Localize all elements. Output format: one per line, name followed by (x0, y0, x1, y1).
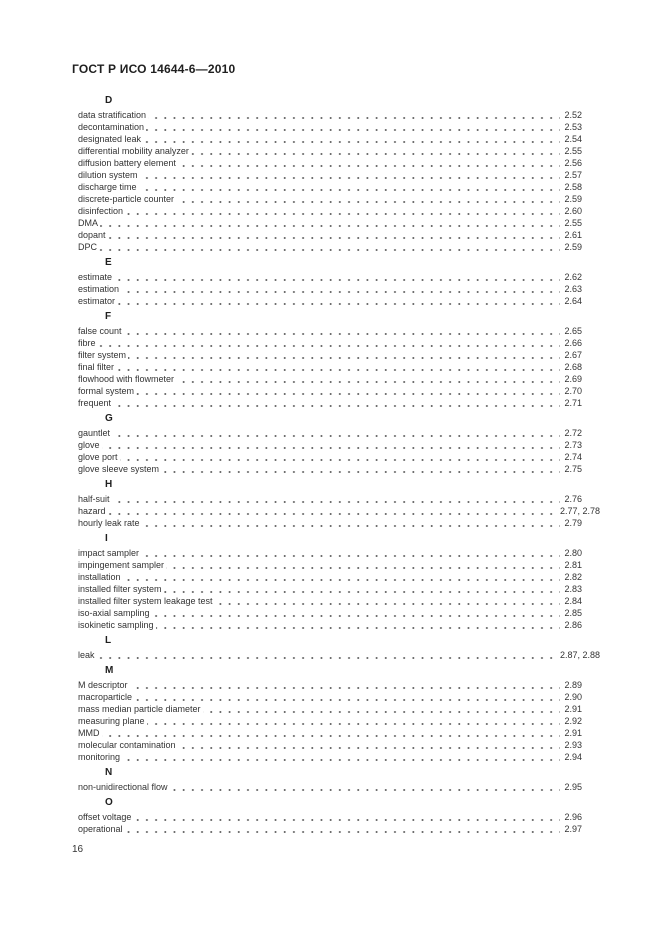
index-section (78, 533, 600, 631)
index-entry (78, 691, 582, 703)
entry-ref: 2.68 (560, 361, 582, 373)
entry-ref: 2.58 (560, 181, 582, 193)
entry-ref: 2.89 (560, 679, 582, 691)
entry-ref: 2.60 (560, 205, 582, 217)
entry-term: molecular contamination (78, 740, 176, 750)
entry-ref: 2.74 (560, 451, 582, 463)
entry-term: impingement sampler (78, 560, 165, 570)
entry-ref: 2.71 (560, 397, 582, 409)
entry-ref: 2.61 (560, 229, 582, 241)
entry-term: installed filter system leakage test (78, 596, 213, 606)
entry-ref: 2.66 (560, 337, 582, 349)
section-letter: H (105, 479, 113, 490)
entry-ref: 2.55 (560, 145, 582, 157)
entry-ref: 2.76 (560, 493, 582, 505)
index-entry (78, 427, 582, 439)
entry-term: MMD (78, 728, 100, 738)
entry-term: monitoring (78, 752, 121, 762)
index-list (78, 91, 600, 835)
index-entry (78, 679, 582, 691)
index-entry (78, 283, 582, 295)
entry-ref: 2.69 (560, 373, 582, 385)
index-entry (78, 751, 582, 763)
entry-term: measuring plane (78, 716, 145, 726)
index-section (78, 767, 600, 793)
section-letter: E (105, 257, 112, 268)
entry-ref: 2.73 (560, 439, 582, 451)
entry-term: discrete-particle counter (78, 194, 175, 204)
entry-ref: 2.81 (560, 559, 582, 571)
entry-term: half-suit (78, 494, 110, 504)
entry-ref: 2.65 (560, 325, 582, 337)
index-entry (78, 781, 582, 793)
entry-ref: 2.83 (560, 583, 582, 595)
entry-ref: 2.54 (560, 133, 582, 145)
entry-ref: 2.96 (560, 811, 582, 823)
section-letter: N (105, 767, 113, 778)
entry-ref: 2.92 (560, 715, 582, 727)
entry-term: estimator (78, 296, 116, 306)
index-section (78, 257, 600, 307)
entry-ref: 2.56 (560, 157, 582, 169)
index-entry (78, 607, 582, 619)
section-letter: M (105, 665, 114, 676)
section-letter: G (105, 413, 113, 424)
entry-ref: 2.67 (560, 349, 582, 361)
index-entry (78, 649, 600, 661)
entry-ref: 2.95 (560, 781, 582, 793)
entry-ref: 2.91 (560, 703, 582, 715)
entry-ref: 2.90 (560, 691, 582, 703)
entry-term: disinfection (78, 206, 124, 216)
entry-term: false count (78, 326, 122, 336)
entry-ref: 2.52 (560, 109, 582, 121)
entry-term: decontamination (78, 122, 145, 132)
index-entry (78, 361, 582, 373)
entry-term: gauntlet (78, 428, 111, 438)
entry-term: discharge time (78, 182, 137, 192)
index-entry (78, 595, 582, 607)
index-entry (78, 547, 582, 559)
entry-term: non-unidirectional flow (78, 782, 168, 792)
index-section (78, 665, 600, 763)
entry-term: mass median particle diameter (78, 704, 201, 714)
index-entry (78, 727, 582, 739)
index-entry (78, 337, 582, 349)
entry-ref: 2.80 (560, 547, 582, 559)
index-entry (78, 271, 582, 283)
index-entry (78, 739, 582, 751)
entry-term: DMA (78, 218, 98, 228)
index-section (78, 479, 600, 529)
document-title: ГОСТ Р ИСО 14644-6—2010 (72, 62, 236, 76)
entry-ref: 2.82 (560, 571, 582, 583)
index-entry (78, 703, 582, 715)
section-letter: L (105, 635, 112, 646)
entry-term: operational (78, 824, 123, 834)
entry-term: isokinetic sampling (78, 620, 154, 630)
index-entry (78, 133, 582, 145)
index-entry (78, 145, 582, 157)
index-entry (78, 385, 582, 397)
index-entry (78, 241, 582, 253)
index-entry (78, 559, 582, 571)
section-letter: D (105, 95, 113, 106)
entry-ref: 2.59 (560, 193, 582, 205)
index-entry (78, 823, 582, 835)
entry-term: installed filter system (78, 584, 162, 594)
index-entry (78, 109, 582, 121)
entry-term: diffusion battery element (78, 158, 176, 168)
index-entry (78, 463, 582, 475)
index-entry (78, 217, 582, 229)
index-entry (78, 325, 582, 337)
entry-ref: 2.70 (560, 385, 582, 397)
entry-ref: 2.91 (560, 727, 582, 739)
section-letter: I (105, 533, 108, 544)
index-entry (78, 451, 582, 463)
entry-ref: 2.63 (560, 283, 582, 295)
index-entry (78, 229, 582, 241)
entry-term: macroparticle (78, 692, 133, 702)
index-section (78, 95, 600, 253)
index-entry (78, 205, 582, 217)
entry-term: data stratification (78, 110, 147, 120)
entry-term: formal system (78, 386, 135, 396)
entry-ref: 2.84 (560, 595, 582, 607)
index-entry (78, 169, 582, 181)
entry-term: glove port (78, 452, 118, 462)
entry-ref: 2.87, 2.88 (556, 649, 600, 661)
entry-ref: 2.94 (560, 751, 582, 763)
entry-ref: 2.97 (560, 823, 582, 835)
entry-term: final filter (78, 362, 115, 372)
entry-ref: 2.64 (560, 295, 582, 307)
index-entry (78, 811, 582, 823)
index-entry (78, 121, 582, 133)
section-letter: F (105, 311, 112, 322)
entry-term: glove (78, 440, 100, 450)
entry-ref: 2.86 (560, 619, 582, 631)
entry-ref: 2.55 (560, 217, 582, 229)
entry-term: flowhood with flowmeter (78, 374, 175, 384)
index-entry (78, 439, 582, 451)
entry-term: differential mobility analyzer (78, 146, 189, 156)
index-section (78, 797, 600, 835)
entry-ref: 2.62 (560, 271, 582, 283)
index-entry (78, 193, 582, 205)
entry-term: dilution system (78, 170, 138, 180)
index-section (78, 635, 600, 661)
entry-term: impact sampler (78, 548, 140, 558)
entry-term: estimate (78, 272, 113, 282)
entry-ref: 2.57 (560, 169, 582, 181)
index-entry (78, 517, 582, 529)
index-entry (78, 181, 582, 193)
index-entry (78, 583, 582, 595)
entry-ref: 2.53 (560, 121, 582, 133)
index-entry (78, 349, 582, 361)
entry-term: DPC (78, 242, 98, 252)
entry-ref: 2.85 (560, 607, 582, 619)
index-entry (78, 373, 582, 385)
entry-term: filter system (78, 350, 127, 360)
entry-ref: 2.59 (560, 241, 582, 253)
index-entry (78, 571, 582, 583)
entry-term: frequent (78, 398, 112, 408)
entry-term: dopant (78, 230, 106, 240)
section-letter: O (105, 797, 113, 808)
entry-ref: 2.72 (560, 427, 582, 439)
entry-term: leak (78, 650, 95, 660)
entry-term: designated leak (78, 134, 142, 144)
index-entry (78, 715, 582, 727)
entry-term: installation (78, 572, 121, 582)
index-entry (78, 295, 582, 307)
entry-term: M descriptor (78, 680, 128, 690)
index-entry (78, 493, 582, 505)
index-section (78, 413, 600, 475)
page-number: 16 (72, 844, 84, 855)
entry-ref: 2.75 (560, 463, 582, 475)
entry-term: hourly leak rate (78, 518, 140, 528)
entry-term: offset voltage (78, 812, 132, 822)
entry-term: estimation (78, 284, 120, 294)
index-section (78, 311, 600, 409)
index-entry (78, 157, 582, 169)
index-entry (78, 619, 582, 631)
entry-term: glove sleeve system (78, 464, 160, 474)
entry-term: hazard (78, 506, 106, 516)
entry-term: iso-axial sampling (78, 608, 150, 618)
entry-ref: 2.93 (560, 739, 582, 751)
entry-ref: 2.77, 2.78 (556, 505, 600, 517)
entry-ref: 2.79 (560, 517, 582, 529)
index-entry (78, 397, 582, 409)
index-entry (78, 505, 600, 517)
entry-term: fibre (78, 338, 96, 348)
